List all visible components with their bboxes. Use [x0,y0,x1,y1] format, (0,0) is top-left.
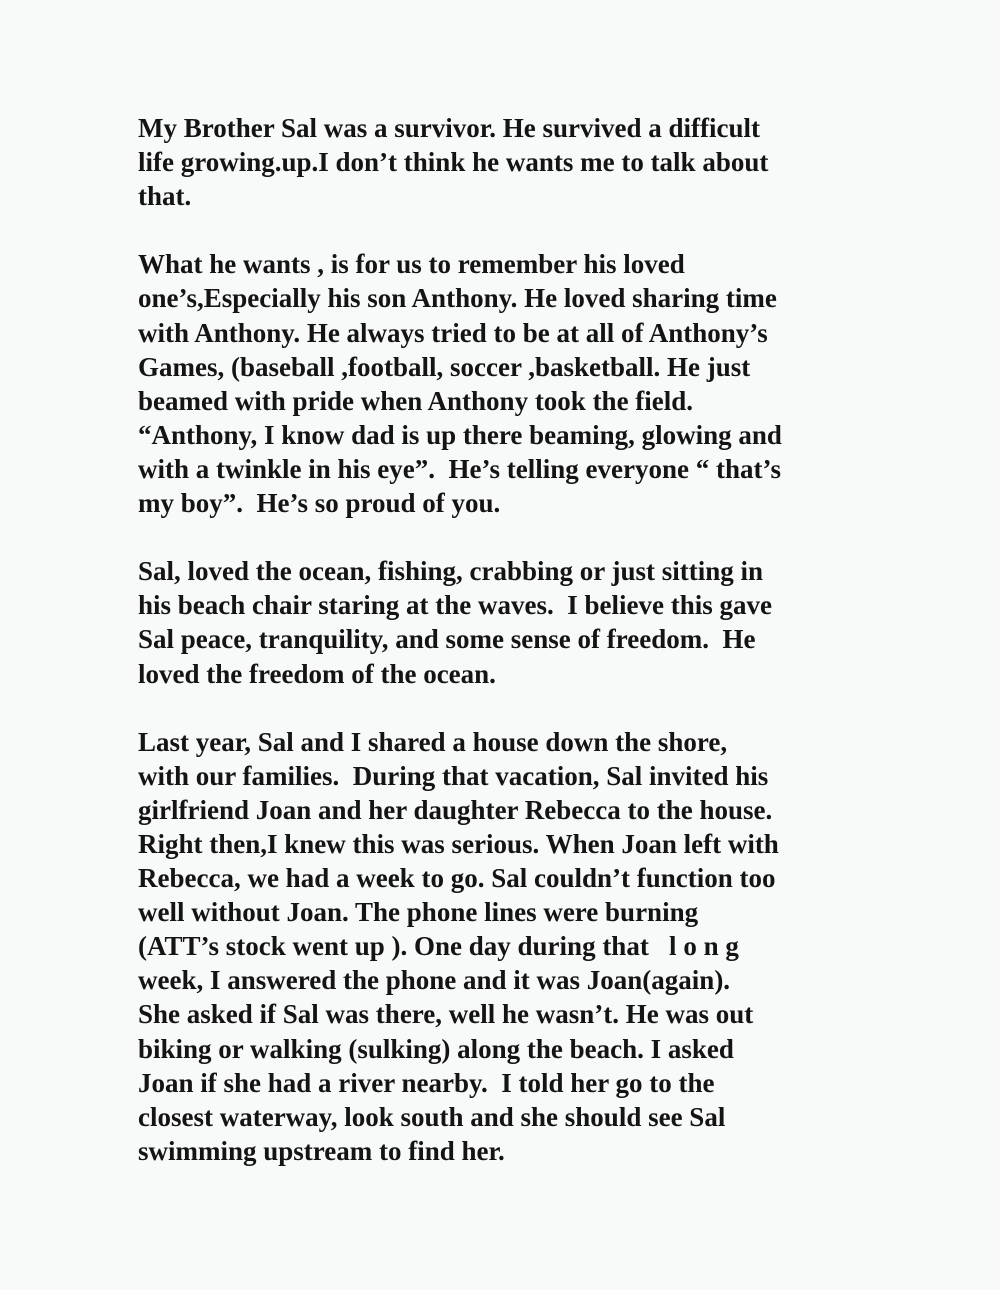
text-line: one’s,Especially his son Anthony. He loved sharing time [138,283,777,314]
text-line: swimming upstream to find her. [138,1135,505,1166]
paragraph-spacer [138,213,878,247]
text-line: that. [138,181,192,212]
paragraph-intro [138,111,878,213]
paragraph-spacer [138,520,878,554]
text-line: Last year, Sal and I shared a house down the shore, [138,726,728,757]
text-line: life growing.up.I don’t think he wants me to talk about [138,147,769,178]
text-line: his beach chair staring at the waves. I believe this gave [138,590,772,621]
text-line: She asked if Sal was there, well he wasn’t. He was out [138,999,754,1030]
text-line: Sal, loved the ocean, fishing, crabbing or just sitting in [138,556,764,587]
text-line: loved the freedom of the ocean. [138,658,496,689]
text-line: closest waterway, look south and she should see Sal [138,1101,726,1132]
text-line: well without Joan. The phone lines were burning [138,897,699,928]
text-line: (ATT’s stock went up ). One day during that l o n g [138,931,739,962]
paragraph-shore-house [138,725,878,1168]
text-line: “Anthony, I know dad is up there beaming, glowing and [138,419,782,450]
text-line: Joan if she had a river nearby. I told her go to the [138,1067,715,1098]
text-line: Games, (baseball ,football, soccer ,basketball. He just [138,351,751,382]
text-line: with Anthony. He always tried to be at all of Anthony’s [138,317,768,348]
text-line: Right then,I knew this was serious. When Joan left with [138,828,779,859]
paragraph-spacer [138,691,878,725]
text-line: week, I answered the phone and it was Joan(again). [138,965,731,996]
text-line: My Brother Sal was a survivor. He survived a difficult [138,113,761,143]
text-line: my boy”. He’s so proud of you. [138,488,501,519]
text-line: with our families. During that vacation, Sal invited his [138,760,769,791]
text-line: Rebecca, we had a week to go. Sal couldn’t function too [138,863,776,894]
document-body [138,111,878,1168]
text-line: beamed with pride when Anthony took the field. [138,385,694,416]
text-line: Sal peace, tranquility, and some sense of freedom. He [138,624,756,655]
paragraph-ocean [138,554,878,690]
text-line: biking or walking (sulking) along the beach. I asked [138,1033,734,1064]
text-line: girlfriend Joan and her daughter Rebecca to the house. [138,794,773,825]
text-line: with a twinkle in his eye”. He’s telling everyone “ that’s [138,453,781,484]
paragraph-anthony [138,247,878,520]
text-line: What he wants , is for us to remember his loved [138,249,685,280]
